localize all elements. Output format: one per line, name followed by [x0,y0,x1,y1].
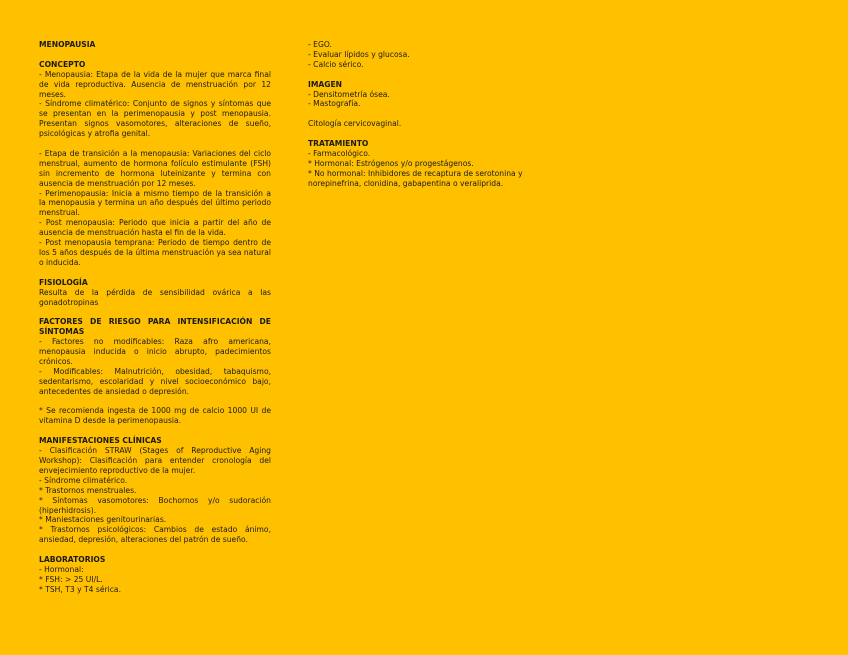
fisiologia-paragraph: Resulta de la pérdida de sensibilidad ovárica a las gonadotropinas [39,287,271,307]
factores-note: * Se recomienda ingesta de 1000 mg de calcio 1000 UI de vitamina D desde la perimenopausia. [39,406,271,426]
heading-concepto: CONCEPTO [39,59,86,69]
heading-fisiologia: FISIOLOGÍA [39,277,88,287]
section-tratamiento [308,139,540,189]
section-concepto [39,60,271,268]
section-fisiologia [39,278,271,308]
laboratorios-item: - Calcio sérico. [308,59,364,69]
manifestaciones-item: * Trastornos menstruales. [39,485,137,495]
manifestaciones-item: - Clasificación STRAW (Stages of Reproductive Aging Workshop): Clasificación para entender cronología del envejecimiento reproductivo de la mujer. [39,446,271,475]
concepto-paragraph: - Perimenopausia: Inicia a mismo tiempo de la transición a la menopausia y termina un año después del último periodo menstrual. [39,188,271,218]
heading-tratamiento: TRATAMIENTO [308,139,369,149]
concepto-paragraph: - Post menopausia temprana: Periodo de tiempo dentro de los 5 años después de la última menstruación ya sea natural o inducida. [39,238,271,267]
tratamiento-item: * No hormonal: Inhibidores de recaptura de serotonina y norepinefrina, clonidina, gabapentina o veraliprida. [308,168,523,188]
concepto-paragraph: - Síndrome climatérico: Conjunto de signos y síntomas que se presentan en la perimenopausia y post menopausia. Presentan signos vasomotores, alteraciones de sueño, psicológicas y atrofia genital. [39,99,271,139]
section-factores [39,317,271,426]
tratamiento-item: - Farmacológico. [308,148,371,158]
factores-paragraph: - Factores no modificables: Raza afro americana, menopausia inducida o inicio abrupto, padecimientos crónicos. [39,337,271,366]
right-column [308,40,540,198]
heading-imagen: IMAGEN [308,79,343,89]
manifestaciones-item: * Maniestaciones genitourinarias. [39,515,167,525]
heading-manifestaciones: MANIFESTACIONES CLÍNICAS [39,436,162,446]
imagen-item: - Densitometría ósea. [308,89,390,99]
factores-paragraph: - Modificables: Malnutrición, obesidad, tabaquismo, sedentarismo, escolaridad y nivel socioeconómico bajo, antecedentes de ansiedad o depresión. [39,366,271,396]
section-imagen [308,80,540,110]
citologia-text: Citología cervicovaginal. [308,119,402,129]
concepto-paragraph: - Etapa de transición a la menopausia: Variaciones del ciclo menstrual, aumento de hormona folículo estimulante (FSH) sin incremento de hormona luteinizante y termina con ausencia de menstruación por 12 meses. [39,148,271,188]
heading-laboratorios: LABORATORIOS [39,555,106,565]
manifestaciones-item: * Trastornos psicológicos: Cambios de estado ánimo, ansiedad, depresión, alteraciones del patrón de sueño. [39,525,271,545]
left-column [39,40,271,605]
tratamiento-item: * Hormonal: Estrógenos y/o progestágenos. [308,158,474,168]
manifestaciones-item: - Síndrome climatérico. [39,475,128,485]
laboratorios-item: - EGO. [308,40,332,49]
laboratorios-item: * FSH: > 25 UI/L. [39,574,103,584]
heading-factores: FACTORES DE RIESGO PARA INTENSIFICACIÓN DE SÍNTOMAS [39,317,271,337]
concepto-paragraph: - Post menopausia: Periodo que inicia a partir del año de ausencia de menstruación hasta el fin de la vida. [39,218,271,238]
document-title: MENOPAUSIA [39,40,96,49]
manifestaciones-item: * Síntomas vasomotores: Bochornos y/o sudoración (hiperhidrosis). [39,495,271,515]
section-manifestaciones [39,436,271,545]
section-laboratorios-cont [308,40,540,70]
laboratorios-item: * TSH, T3 y T4 sérica. [39,584,121,594]
laboratorios-item: - Evaluar lípidos y glucosa. [308,49,410,59]
laboratorios-item: - Hormonal: [39,564,84,574]
section-laboratorios [39,555,271,595]
imagen-item: - Mastografía. [308,99,361,109]
concepto-paragraph: - Menopausia: Etapa de la vida de la mujer que marca final de vida reproductiva. Ausencia de menstruación por 12 meses. [39,69,271,99]
section-citologia [308,119,540,129]
